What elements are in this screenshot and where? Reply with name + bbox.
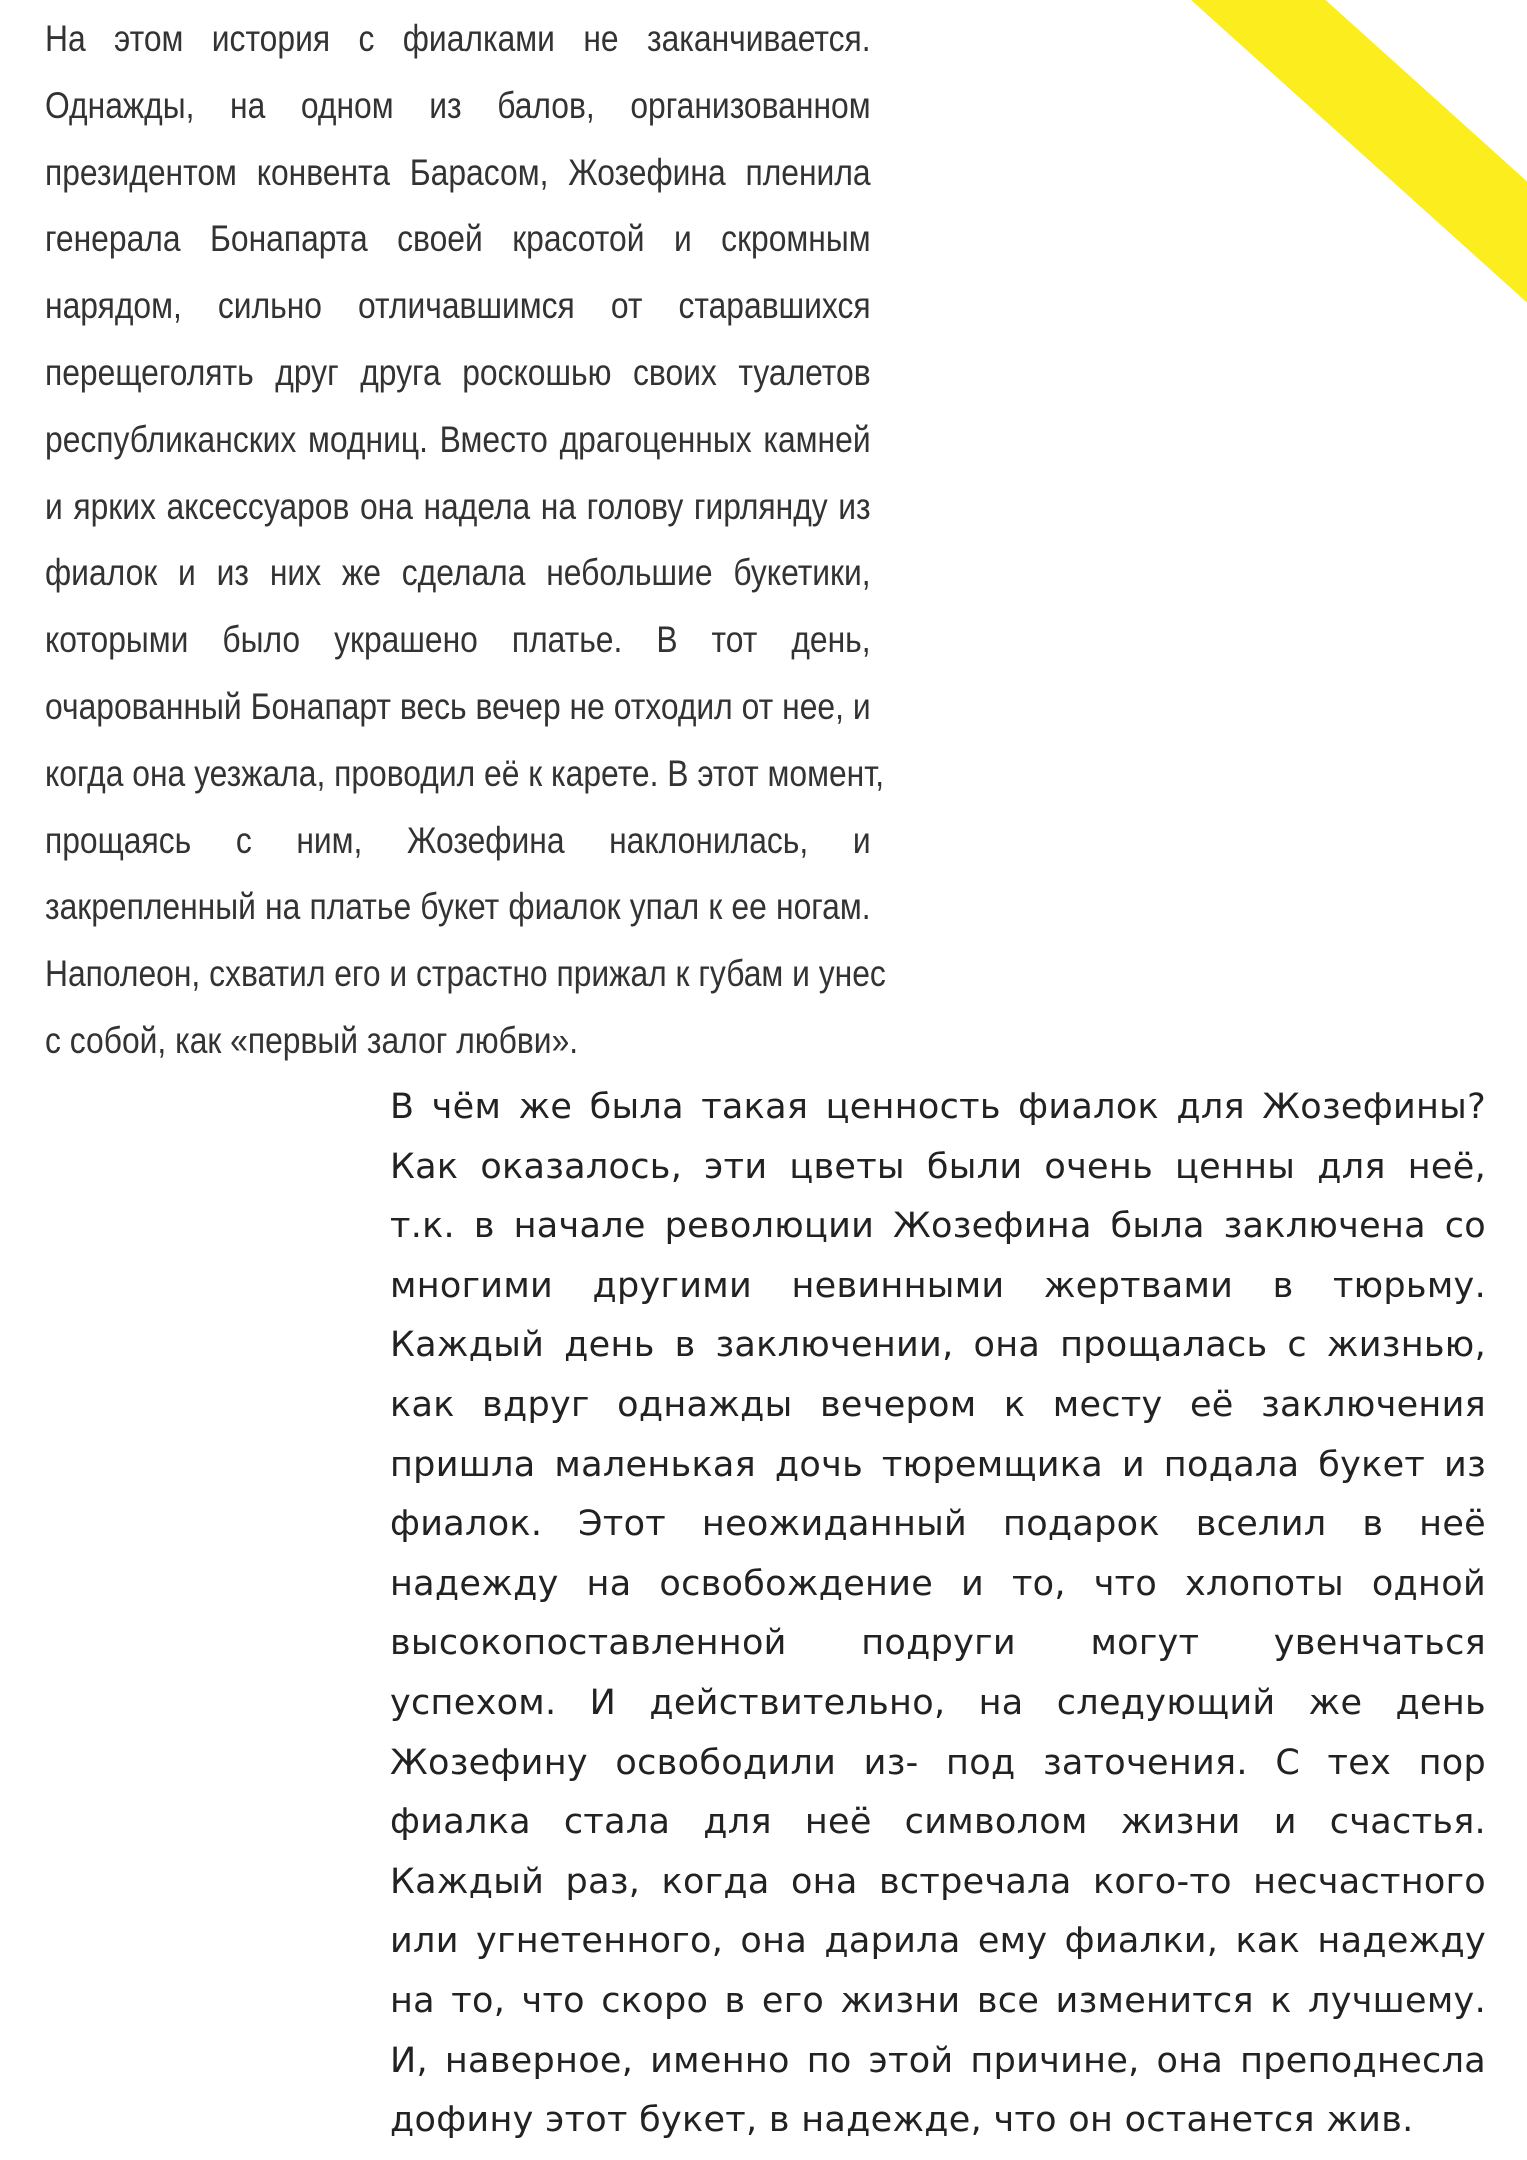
paragraph-line: многими другими невинными жертвами в тюрьму. xyxy=(390,1265,1486,1306)
paragraph-line: высокопоставленной подруги могут увенчаться xyxy=(390,1623,1486,1664)
paragraph-line: Однажды, на одном из балов, организованном xyxy=(45,84,871,126)
paragraph-line: как вдруг однажды вечером к месту её заключения xyxy=(390,1384,1486,1425)
paragraph-line: генерала Бонапарта своей красотой и скромным xyxy=(45,218,871,260)
paragraph-line: фиалок и из них же сделала небольшие букетики, xyxy=(45,552,871,594)
paragraph-line: т.к. в начале революции Жозефина была заключена со xyxy=(390,1206,1486,1247)
paragraph-violets-ball xyxy=(45,6,886,1075)
paragraph-line: Наполеон, схватил его и страстно прижал к губам и унес xyxy=(45,953,886,995)
paragraph-line: На этом история с фиалками не заканчивается. xyxy=(45,18,871,59)
paragraph-line: успехом. И действительно, на следующий же день xyxy=(390,1682,1486,1723)
paragraph-line: очарованный Бонапарт весь вечер не отходил от нее, и xyxy=(45,685,871,727)
paragraph-line: Как оказалось, эти цветы были очень ценны для неё, xyxy=(390,1146,1486,1187)
paragraph-line: пришла маленькая дочь тюремщика и подала букет из xyxy=(390,1444,1486,1485)
paragraph-line: Каждый день в заключении, она прощалась с жизнью, xyxy=(390,1325,1486,1366)
paragraph-line: закрепленный на платье букет фиалок упал к ее ногам. xyxy=(45,886,871,928)
paragraph-line: фиалок. Этот неожиданный подарок вселил в неё xyxy=(390,1504,1486,1545)
paragraph-line: Жозефину освободили из- под заточения. С тех пор xyxy=(390,1742,1486,1783)
paragraph-line: надежду на освобождение и то, что хлопоты одной xyxy=(390,1563,1486,1604)
paragraph-line: или угнетенного, она дарила ему фиалки, как надежду xyxy=(390,1921,1486,1962)
paragraph-violets-meaning xyxy=(390,1078,1486,2151)
paragraph-line: прощаясь с ним, Жозефина наклонилась, и xyxy=(45,819,871,861)
paragraph-line: президентом конвента Барасом, Жозефина пленила xyxy=(45,151,871,193)
paragraph-line: фиалка стала для неё символом жизни и счастья. xyxy=(390,1802,1486,1843)
paragraph-line: Каждый раз, когда она встречала кого-то несчастного xyxy=(390,1861,1486,1902)
paragraph-line: дофину этот букет, в надежде, что он останется жив. xyxy=(390,2100,1414,2141)
paragraph-line: которыми было украшено платье. В тот день, xyxy=(45,619,871,661)
paragraph-line: республиканских модниц. Вместо драгоценных камней xyxy=(45,418,871,460)
paragraph-line: И, наверное, именно по этой причине, она преподнесла xyxy=(390,2040,1486,2081)
paragraph-line: с собой, как «первый залог любви». xyxy=(45,1019,579,1061)
paragraph-line: когда она уезжала, проводил её к карете. В этот момент, xyxy=(45,752,885,794)
paragraph-line: нарядом, сильно отличавшимся от старавшихся xyxy=(45,285,871,327)
paragraph-line: перещеголять друг друга роскошью своих туалетов xyxy=(45,351,871,393)
paragraph-line: на то, что скоро в его жизни все изменится к лучшему. xyxy=(390,1980,1486,2021)
paragraph-line: В чём же была такая ценность фиалок для Жозефины? xyxy=(390,1087,1486,1127)
yellow-diagonal-stripe xyxy=(1095,0,1527,342)
paragraph-line: и ярких аксессуаров она надела на голову гирлянду из xyxy=(45,485,871,527)
